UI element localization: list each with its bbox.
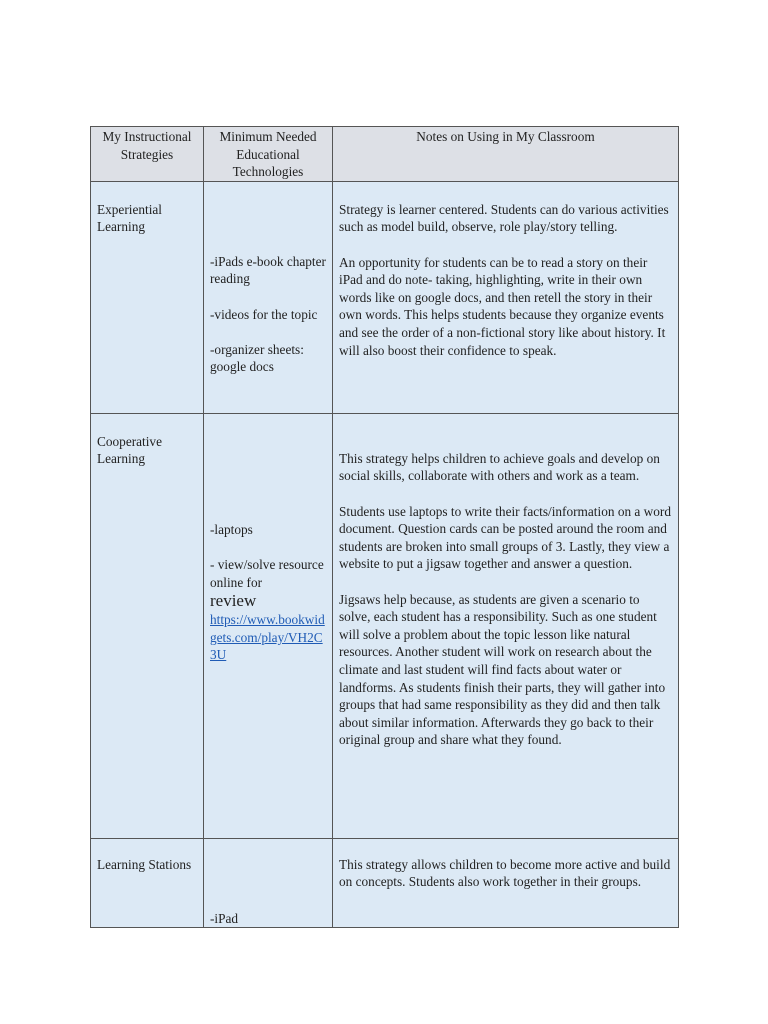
notes-paragraph: Students use laptops to write their facts/information on a word document. Question cards can be posted around the room and students are broken into small groups of 3. Lastly, they view a website to put a jigsaw together and answer a question. (339, 503, 671, 572)
table-row (91, 838, 679, 928)
strategy-cell: Cooperative Learning (91, 413, 204, 838)
notes-paragraph: This strategy helps children to achieve goals and develop on social skills, collaborate with others and work as a team. (339, 450, 660, 484)
notes-cell (333, 181, 679, 413)
table-row (91, 413, 679, 838)
header-notes: Notes on Using in My Classroom (333, 127, 679, 182)
technology-cell (204, 838, 333, 928)
tech-review-label: review (210, 591, 257, 611)
tech-item: - view/solve resource online for (210, 556, 324, 590)
notes-paragraph: An opportunity for students can be to read a story on their iPad and do note- taking, highlighting, write in their own words like on google docs, and then retell the story in their own words. This helps students because they organize events and see the order of a non-fictional story like about history. It will also boost their confidence to speak. (339, 254, 666, 358)
strategies-table (90, 126, 679, 928)
tech-item: -laptops (210, 521, 253, 537)
notes-cell (333, 838, 679, 928)
notes-cell (333, 413, 679, 838)
tech-item: -iPads e-book chapter reading (210, 253, 326, 287)
strategy-cell: Learning Stations (91, 838, 204, 928)
table-row (91, 181, 679, 413)
tech-item: -organizer sheets: google docs (210, 341, 304, 375)
header-strategies: My Instructional Strategies (91, 127, 204, 182)
table-header-row (91, 127, 679, 182)
notes-paragraph: Jigsaws help because, as students are given a scenario to solve, each student has a responsibility. Such as one student will solve a problem about the topic lesson like natural resources. Another student will work on research about the climate and last student will find facts about water or landforms. As students finish their parts, they will gather into groups that had same responsibility as they did and then talk about similar information. Afterwards they go back to their original group and share what they found. (339, 591, 666, 748)
technology-cell (204, 413, 333, 838)
tech-item: -videos for the topic (210, 306, 318, 322)
bookwidgets-link[interactable]: https://www.bookwidgets.com/play/VH2C3U (210, 612, 325, 663)
tech-item: -iPad (210, 910, 239, 926)
strategy-cell: Experiential Learning (91, 181, 204, 413)
technology-cell (204, 181, 333, 413)
header-technologies: Minimum Needed Educational Technologies (204, 127, 333, 182)
notes-paragraph: Strategy is learner centered. Students can do various activities such as model build, observe, role play/story telling. (339, 201, 669, 235)
notes-paragraph: This strategy allows children to become more active and build on concepts. Students also work together in their groups. (339, 856, 671, 890)
